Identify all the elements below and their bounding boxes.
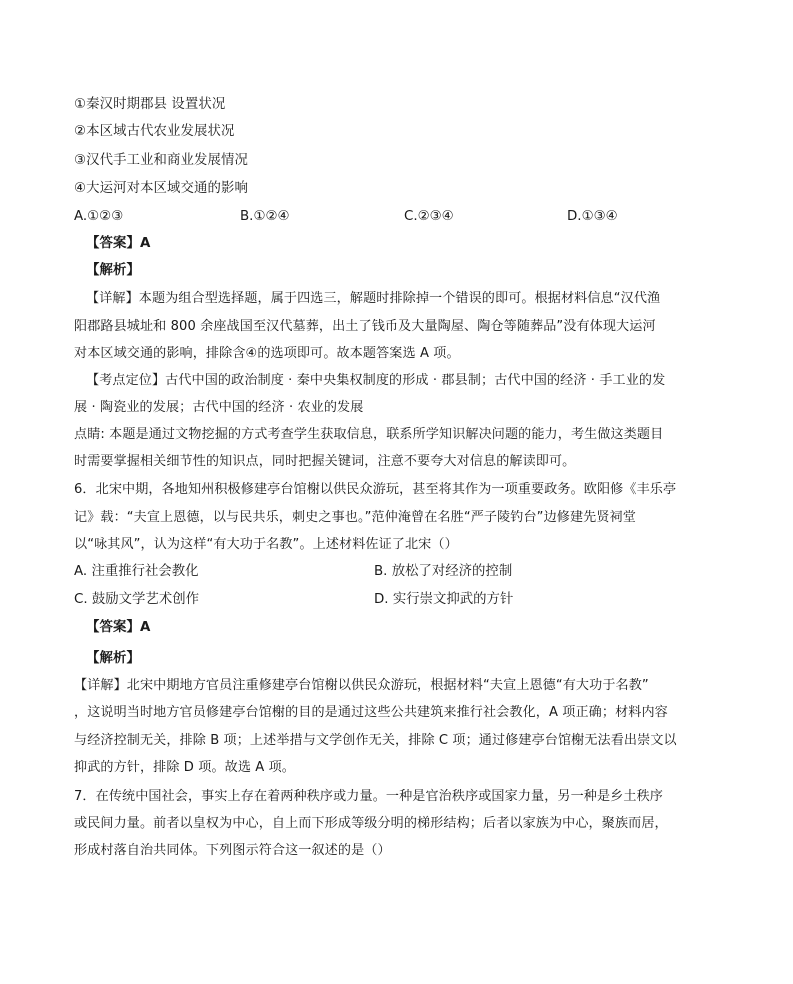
q6-detail-line-1: 【详解】北宋中期地方官员注重修建亭台馆榭以供民众游玩，根据材料“夫宣上恩德“有大功于名教” (74, 678, 649, 693)
q6-stem-line-2: 记》载：“夫宣上恩德，以与民共乐，刺史之事也。”范仲淹曾在名胜“严子陵钓台”边修建先贤祠堂 (74, 510, 636, 525)
q5-item-1: ①秦汉时期郡县 设置状况 (74, 97, 226, 112)
q7-stem-line-2: 或民间力量。前者以皇权为中心，自上而下形成等级分明的梯形结构；后者以家族为中心，聚族而居， (74, 816, 668, 831)
q6-option-a: A. 注重推行社会教化 (74, 564, 199, 579)
q6-answer: 【答案】A (86, 620, 151, 635)
q5-item-4: ④大运河对本区域交通的影响 (74, 181, 248, 196)
q6-analysis-title: 【解析】 (86, 651, 140, 666)
q5-location-line-2: 展 · 陶瓷业的发展；古代中国的经济 · 农业的发展 (74, 400, 364, 415)
q5-tips-line-2: 时需要掌握相关细节性的知识点，同时把握关键词，注意不要夸大对信息的解读即可。 (74, 454, 576, 469)
q6-stem-line-1: 6．北宋中期，各地知州积极修建亭台馆榭以供民众游玩，甚至将其作为一项重要政务。欧阳修《丰乐亭 (74, 482, 677, 497)
q5-tips-line-1: 点睛: 本题是通过文物挖掘的方式考查学生获取信息，联系所学知识解决问题的能力，考生做这类题目 (74, 427, 664, 442)
q6-detail-line-3: 与经济控制无关，排除 B 项；上述举措与文学创作无关，排除 C 项；通过修建亭台馆榭无法看出崇文以 (74, 733, 677, 748)
q5-option-b: B.①②④ (240, 209, 290, 224)
q5-option-c: C.②③④ (404, 209, 454, 224)
q7-stem-line-1: 7．在传统中国社会，事实上存在着两种秩序或力量。一种是官治秩序或国家力量，另一种是乡土秩序 (74, 789, 663, 804)
q6-stem-line-3: 以“咏其风”，认为这样“有大功于名教”。上述材料佐证了北宋（） (74, 537, 458, 552)
q6-option-c: C. 鼓励文学艺术创作 (74, 592, 199, 607)
q5-answer: 【答案】A (86, 236, 151, 251)
q5-item-2: ②本区域古代农业发展状况 (74, 124, 235, 139)
q5-location-line-1: 【考点定位】古代中国的政治制度 · 秦中央集权制度的形成 · 郡县制；古代中国的经济 · 手工业的发 (86, 373, 666, 388)
q5-item-3: ③汉代手工业和商业发展情况 (74, 153, 248, 168)
q7-stem-line-3: 形成村落自治共同体。下列图示符合这一叙述的是（） (74, 843, 391, 858)
q6-detail-line-4: 抑武的方针，排除 D 项。故选 A 项。 (74, 760, 295, 775)
q5-detail-line-3: 对本区域交通的影响，排除含④的选项即可。故本题答案选 A 项。 (74, 346, 460, 361)
q5-option-a: A.①②③ (74, 209, 124, 224)
q5-analysis-title: 【解析】 (86, 263, 140, 278)
q6-detail-line-2: ，这说明当时地方官员修建亭台馆榭的目的是通过这些公共建筑来推行社会教化，A 项正确；材料内容 (74, 705, 668, 720)
q6-option-b: B. 放松了对经济的控制 (374, 564, 513, 579)
q6-option-d: D. 实行崇文抑武的方针 (374, 592, 514, 607)
q5-detail-line-2: 阳郡路县城址和 800 余座战国至汉代墓葬，出土了钱币及大量陶屋、陶仓等随葬品”没有体现大运河 (74, 319, 656, 334)
q5-option-d: D.①③④ (567, 209, 618, 224)
q5-detail-line-1: 【详解】本题为组合型选择题，属于四选三，解题时排除掉一个错误的即可。根据材料信息“汉代渔 (86, 291, 661, 306)
